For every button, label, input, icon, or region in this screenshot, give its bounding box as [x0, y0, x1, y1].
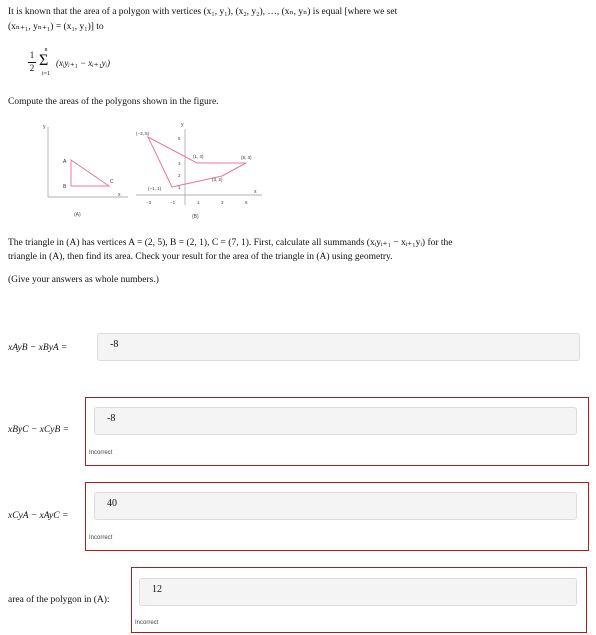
- answer-1-value: -8: [110, 339, 119, 350]
- panel-a-vertex-b: B: [63, 184, 67, 190]
- answer-4-status: Incorrect: [135, 620, 159, 626]
- formula-summand: (xᵢyᵢ₊₁ − xᵢ₊₁yᵢ): [56, 58, 110, 68]
- intro-line-2: (xₙ₊₁, yₙ₊₁) = (x₁, y₁)] to: [8, 22, 104, 32]
- panel-b-xtick-neg3: −3: [146, 200, 152, 205]
- answer-4-label: area of the polygon in (A):: [8, 595, 110, 605]
- panel-b: [136, 122, 262, 220]
- panel-b-polygon: [148, 137, 246, 187]
- formula-fraction-numerator: 1: [29, 50, 35, 60]
- answer-4-input[interactable]: [139, 578, 577, 606]
- panel-b-point-1: (−3, 5): [136, 131, 150, 136]
- figure: [0, 115, 596, 225]
- panel-b-point-3: (5, 3): [241, 155, 252, 160]
- panel-b-xtick-3: 3: [221, 200, 224, 205]
- panel-b-x-label: x: [254, 189, 257, 195]
- whole-numbers-note: (Give your answers as whole numbers.): [8, 275, 159, 285]
- panel-a-triangle: [71, 160, 109, 186]
- triangle-instructions: [8, 236, 586, 264]
- panel-a-vertex-c: C: [110, 179, 114, 185]
- panel-a-vertex-a: A: [63, 159, 67, 165]
- panel-b-xtick-neg1: −1: [170, 200, 176, 205]
- panel-b-caption: (B): [192, 214, 199, 220]
- panel-b-ytick-3: 3: [178, 161, 181, 166]
- answer-3-status: Incorrect: [89, 535, 113, 541]
- answer-3-input[interactable]: [94, 492, 577, 520]
- triangle-para-line-2: triangle in (A), then find its area. Check your result for the area of the triangle in (A) using geometry.: [8, 252, 393, 262]
- panel-b-ytick-2: 2: [178, 173, 181, 178]
- compute-instruction: Compute the areas of the polygons shown in the figure.: [8, 97, 219, 107]
- formula-lower-limit: i=1: [41, 71, 51, 77]
- formula-upper-limit: n: [44, 47, 48, 53]
- answer-2-input[interactable]: [94, 407, 577, 435]
- formula-sigma: Σ: [39, 52, 49, 69]
- answer-1-input[interactable]: [97, 333, 580, 361]
- panel-a-y-label: y: [43, 124, 46, 130]
- formula-fraction-denominator: 2: [29, 63, 35, 73]
- panel-a-x-label: x: [118, 192, 121, 198]
- answer-2-value: -8: [107, 413, 116, 424]
- panel-b-point-4: (3, 2): [212, 177, 223, 182]
- answer-1-label: xAyB − xByA =: [8, 343, 68, 353]
- area-formula: [28, 47, 168, 86]
- panel-b-y-label: y: [181, 122, 184, 128]
- panel-a: [43, 124, 128, 218]
- answer-3-label: xCyA − xAyC =: [8, 511, 69, 521]
- panel-a-caption: (A): [74, 212, 81, 218]
- panel-b-xtick-5: 5: [245, 200, 248, 205]
- triangle-para-line-1: The triangle in (A) has vertices A = (2, 5), B = (2, 1), C = (7, 1). First, calculate all summands (xᵢyᵢ₊₁ − xᵢ₊₁yᵢ) for the: [8, 238, 453, 248]
- intro-line-1: It is known that the area of a polygon with vertices (x₁, y₁), (x₂, y₂), …, (xₙ, yₙ) is equal [where we set: [8, 7, 398, 17]
- panel-b-ytick-5: 5: [178, 136, 181, 141]
- answer-3-value: 40: [107, 498, 117, 509]
- panel-b-ytick-1: 1: [178, 185, 181, 190]
- answer-4-value: 12: [152, 584, 162, 595]
- problem-intro: [8, 6, 588, 33]
- panel-b-point-5: (−1, 1): [148, 186, 162, 191]
- panel-b-point-2: (1, 3): [193, 154, 204, 159]
- answer-2-status: Incorrect: [89, 450, 113, 456]
- panel-b-xtick-1: 1: [197, 200, 200, 205]
- answer-2-label: xByC − xCyB =: [8, 425, 70, 435]
